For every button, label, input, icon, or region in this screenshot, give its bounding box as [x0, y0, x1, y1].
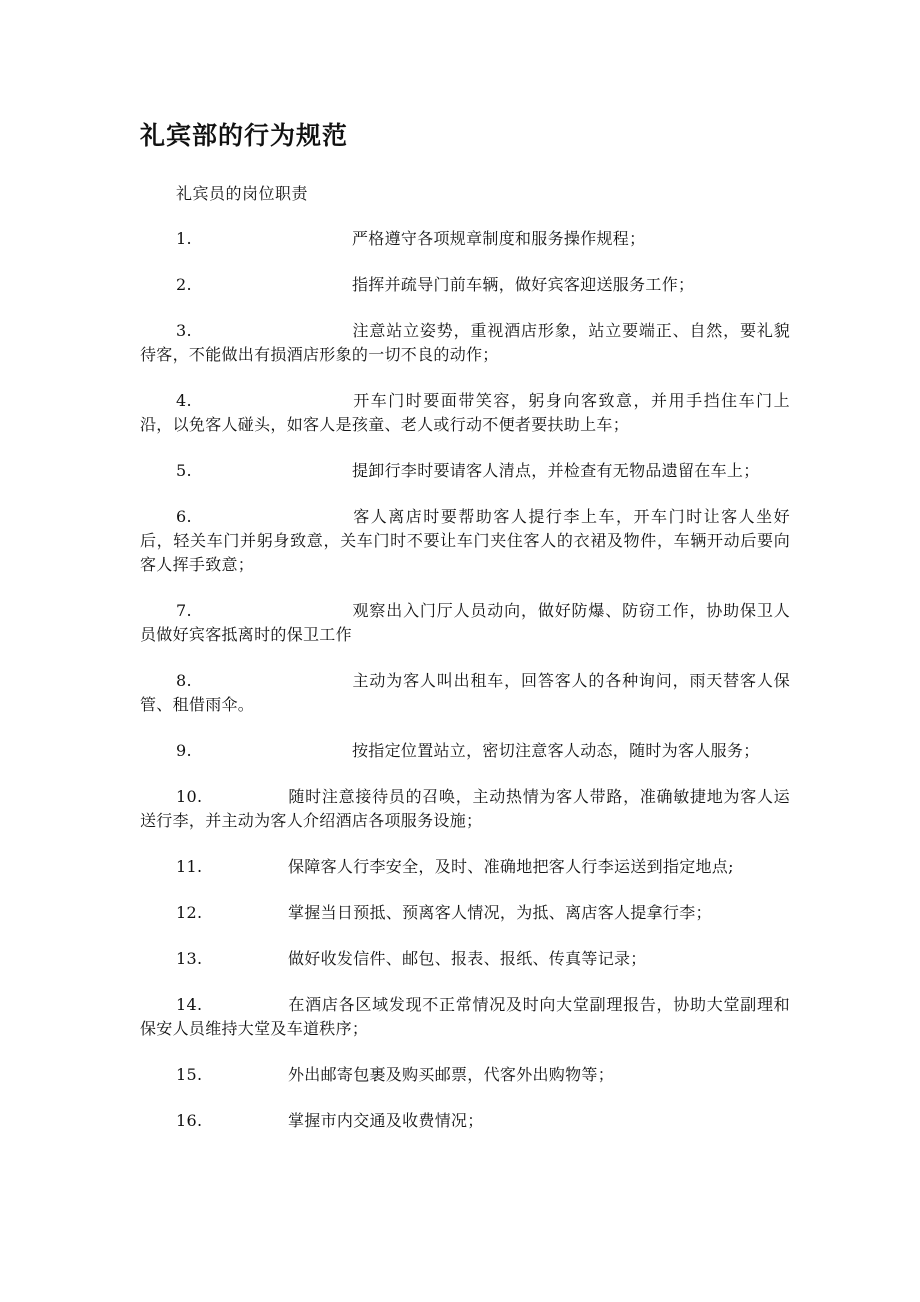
- duty-number: 14.: [176, 995, 203, 1014]
- duty-item: [140, 459, 790, 483]
- duty-number: 10.: [176, 787, 203, 806]
- duty-text: 随时注意接待员的召唤，主动热情为客人带路，准确敏捷地为客人运送行李，并主动为客人介绍酒店各项服务设施；: [140, 787, 790, 830]
- duty-number: 13.: [176, 949, 203, 968]
- duty-item: [140, 227, 790, 251]
- duty-item: [140, 505, 790, 577]
- duty-text: 按指定位置站立，密切注意客人动态，随时为客人服务；: [352, 741, 760, 760]
- duty-text: 外出邮寄包裹及购买邮票，代客外出购物等；: [288, 1065, 615, 1084]
- duty-number: 9.: [176, 741, 192, 760]
- duty-text: 主动为客人叫出租车，回答客人的各种询问，雨天替客人保管、租借雨伞。: [140, 671, 790, 714]
- duty-text: 做好收发信件、邮包、报表、报纸、传真等记录；: [288, 949, 647, 968]
- duty-text: 开车门时要面带笑容，躬身向客致意，并用手挡住车门上沿，以免客人碰头，如客人是孩童、老人或行动不便者要扶助上车；: [140, 391, 790, 434]
- duty-number: 3.: [176, 321, 192, 340]
- duty-item: [140, 855, 790, 879]
- duty-number: 12.: [176, 903, 203, 922]
- duty-item: [140, 901, 790, 925]
- duty-text: 严格遵守各项规章制度和服务操作规程；: [352, 229, 646, 248]
- duty-text: 掌握市内交通及收费情况；: [288, 1111, 484, 1130]
- duty-number: 5.: [176, 461, 192, 480]
- duty-text: 提卸行李时要请客人清点，并检查有无物品遗留在车上；: [352, 461, 760, 480]
- document-title: 礼宾部的行为规范: [140, 121, 349, 150]
- duty-number: 4.: [176, 391, 192, 410]
- duty-item: [140, 273, 790, 297]
- duty-number: 1.: [176, 229, 192, 248]
- duty-item: [140, 993, 790, 1041]
- duty-item: [140, 785, 790, 833]
- duty-item: [140, 669, 790, 717]
- duty-number: 2.: [176, 275, 192, 294]
- duty-text: 客人离店时要帮助客人提行李上车，开车门时让客人坐好后，轻关车门并躬身致意，关车门时不要让车门夹住客人的衣裙及物件，车辆开动后要向客人挥手致意；: [140, 507, 790, 574]
- duty-text: 在酒店各区域发现不正常情况及时向大堂副理报告，协助大堂副理和保安人员维持大堂及车道秩序；: [140, 995, 790, 1038]
- duty-number: 11.: [176, 857, 203, 876]
- duty-item: [140, 739, 790, 763]
- duty-number: 7.: [176, 601, 192, 620]
- duty-text: 掌握当日预抵、预离客人情况，为抵、离店客人提拿行李；: [288, 903, 712, 922]
- duty-item: [140, 947, 790, 971]
- duty-item: [140, 1109, 790, 1133]
- duty-number: 8.: [176, 671, 192, 690]
- duty-number: 6.: [176, 507, 192, 526]
- duty-list: [140, 227, 790, 1155]
- duty-item: [140, 389, 790, 437]
- duty-number: 16.: [176, 1111, 203, 1130]
- duty-item: [140, 319, 790, 367]
- section-subtitle: 礼宾员的岗位职责: [176, 184, 309, 203]
- duty-text: 观察出入门厅人员动向，做好防爆、防窃工作，协助保卫人员做好宾客抵离时的保卫工作: [140, 601, 790, 644]
- duty-item: [140, 1063, 790, 1087]
- duty-item: [140, 599, 790, 647]
- duty-text: 保障客人行李安全，及时、准确地把客人行李运送到指定地点;: [288, 857, 734, 876]
- duty-text: 指挥并疏导门前车辆，做好宾客迎送服务工作；: [352, 275, 695, 294]
- duty-number: 15.: [176, 1065, 203, 1084]
- duty-text: 注意站立姿势，重视酒店形象，站立要端正、自然，要礼貌待客，不能做出有损酒店形象的一切不良的动作；: [140, 321, 790, 364]
